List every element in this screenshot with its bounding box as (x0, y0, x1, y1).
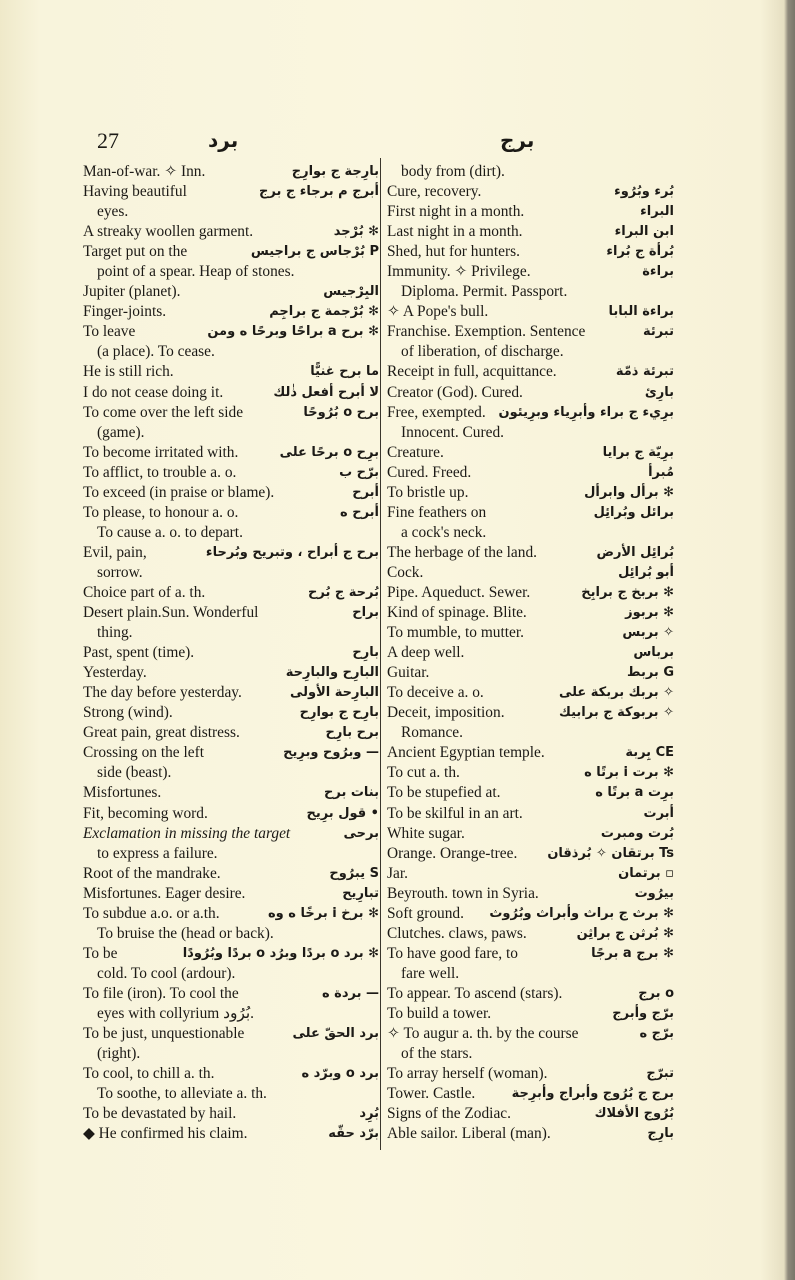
entry-arabic: بارِئ (644, 384, 674, 400)
entry-arabic: — وبرُوح وبرِيح (283, 745, 379, 761)
entry-arabic: برح o بُرُوحًا (303, 404, 379, 420)
dictionary-entry (387, 643, 674, 663)
entry-continuation: side (beast). (97, 764, 172, 782)
entry-english: Shed, hut for hunters. (387, 243, 520, 261)
dictionary-entry (387, 1104, 674, 1124)
entry-continuation: cold. To cool (ardour). (97, 964, 236, 982)
entry-english: Ancient Egyptian temple. (387, 744, 545, 762)
dictionary-entry (83, 723, 379, 743)
dictionary-entry (387, 463, 674, 483)
entry-continuation: (a place). To cease. (97, 343, 215, 361)
entry-english: Franchise. Exemption. Sentence (387, 323, 586, 341)
entry-arabic: بُرُوج الأفلاك (594, 1106, 674, 1122)
entry-english: Choice part of a. th. (83, 583, 206, 601)
entry-english: To array herself (woman). (387, 1065, 548, 1083)
entry-arabic: برباس (633, 645, 674, 661)
entry-arabic: البارِح والبارِحة (285, 665, 379, 681)
entry-english: To have good fare, to (387, 944, 518, 962)
entry-english: Past, spent (time). (83, 644, 195, 662)
entry-english: To bristle up. (387, 483, 469, 501)
entry-english: Pipe. Aqueduct. Sewer. (387, 583, 531, 601)
entry-english: Beyrouth. town in Syria. (387, 884, 539, 902)
entry-english: Cure, recovery. (387, 183, 482, 201)
entry-english: To be skilful in an art. (387, 804, 523, 822)
entry-arabic: ✻ برث ج براث وأبراث وبُرُوث (489, 905, 674, 921)
entry-english: To be (83, 944, 118, 962)
entry-arabic: أبرح ه (340, 504, 379, 520)
entry-arabic: ✻ برخ i برخًا ه وه (268, 905, 379, 921)
entry-arabic: ✻ برج a برجًا (591, 945, 674, 961)
entry-arabic: ✻ برح a براحًا وبرحًا ه ومن (207, 324, 379, 340)
entry-arabic: مُبرأ (648, 464, 674, 480)
dictionary-entry (387, 824, 674, 844)
entry-arabic: بارِج (647, 1126, 674, 1142)
dictionary-entry (387, 403, 674, 443)
entry-arabic: براءة البابا (608, 304, 674, 320)
entry-arabic: ✧ بربك بربكة على (558, 685, 674, 701)
entry-arabic: G بربط (627, 665, 674, 681)
dictionary-entry (83, 984, 379, 1024)
dictionary-entry (387, 944, 674, 984)
entry-continuation: sorrow. (97, 563, 143, 581)
entry-arabic: برج ج بُرُوج وأبراج وأبرِجة (511, 1086, 674, 1102)
dictionary-entry (83, 242, 379, 282)
dictionary-entry (83, 643, 379, 663)
dictionary-entry (387, 924, 674, 944)
entry-english: To be devastated by hail. (83, 1105, 237, 1123)
entry-english: To be just, unquestionable (83, 1025, 245, 1043)
entry-continuation: body from (dirt). (401, 163, 505, 180)
entry-english: Free, exempted. (387, 403, 486, 421)
entry-arabic: ✻ برت i برتًا ه (584, 765, 674, 781)
entry-arabic: البِرْجيس (323, 284, 379, 300)
dictionary-entry (83, 182, 379, 222)
entry-english: Jupiter (planet). (83, 283, 181, 301)
entry-arabic: برّد حقّه (328, 1126, 379, 1142)
entry-arabic: بُرائِل الأرض (596, 544, 674, 560)
dictionary-entry (83, 463, 379, 483)
entry-arabic: برّج وأبرج (612, 1005, 674, 1021)
entry-arabic: أبرت (643, 805, 674, 821)
entry-continuation: (right). (97, 1045, 141, 1063)
entry-continuation: Romance. (401, 724, 463, 742)
dictionary-entry (387, 623, 674, 643)
entry-arabic: S يبرُوح (329, 865, 379, 881)
dictionary-entry (387, 603, 674, 623)
dictionary-entry (387, 202, 674, 222)
entry-english: Finger-joints. (83, 303, 167, 321)
entry-english: Crossing on the left (83, 744, 204, 762)
entry-continuation: of the stars. (401, 1045, 473, 1063)
dictionary-entry (387, 904, 674, 924)
dictionary-entry (83, 222, 379, 242)
entry-arabic: ▫ برتمان (618, 865, 674, 881)
entry-arabic: البراء (640, 204, 674, 220)
entry-arabic: برِيّة ج برايا (602, 444, 674, 460)
entry-continuation: of liberation, of discharge. (401, 343, 564, 361)
dictionary-entry (83, 703, 379, 723)
dictionary-entry (387, 262, 674, 302)
dictionary-entry (387, 743, 674, 763)
entry-arabic: برد الحقّ على (292, 1026, 379, 1042)
dictionary-entry (387, 763, 674, 783)
entry-arabic: ✧ بربوكة ج برابيك (558, 705, 674, 721)
headword-right: برج (500, 128, 535, 152)
entry-arabic: ما برح غنيًّا (310, 364, 379, 380)
dictionary-entry (387, 242, 674, 262)
dictionary-entry (83, 1104, 379, 1124)
entry-english: Man-of-war. ✧ Inn. (83, 163, 206, 180)
entry-english: Tower. Castle. (387, 1085, 476, 1103)
entry-arabic: o برج (638, 985, 674, 1001)
dictionary-entry (387, 503, 674, 543)
entry-english: I do not cease doing it. (83, 383, 224, 401)
right-column (387, 162, 674, 1144)
dictionary-entry (387, 383, 674, 403)
dictionary-entry (387, 783, 674, 803)
dictionary-entry (83, 583, 379, 603)
entry-arabic: براح (352, 605, 379, 621)
entry-continuation: point of a spear. Heap of stones. (97, 263, 295, 281)
dictionary-entry (83, 683, 379, 703)
entry-english: Last night in a month. (387, 223, 523, 241)
entry-english: ◆ He confirmed his claim. (83, 1125, 248, 1143)
entry-english: White sugar. (387, 824, 465, 842)
entry-arabic: ✻ برأل وابرأل (584, 484, 674, 500)
dictionary-entry (387, 984, 674, 1004)
dictionary-entry (387, 663, 674, 683)
entry-english: ✧ A Pope's bull. (387, 303, 489, 321)
entry-english: Immunity. ✧ Privilege. (387, 263, 531, 281)
entry-arabic: برحى (343, 825, 379, 841)
entry-arabic: P بُرْجاس ج براجيس (250, 244, 379, 260)
entry-english: Creature. (387, 443, 444, 461)
entry-arabic: البارِحة الأولى (289, 685, 379, 701)
dictionary-entry (387, 362, 674, 382)
entry-arabic: براءة (642, 264, 674, 280)
entry-arabic: ✧ بربس (622, 625, 674, 641)
dictionary-entry (387, 703, 674, 743)
entry-arabic: • قول برِيح (306, 805, 379, 821)
entry-arabic: بُرِد (359, 1106, 379, 1122)
entry-arabic: أبرج م برجاء ج برج (259, 184, 379, 200)
entry-arabic: برد o وبرّد ه (301, 1066, 379, 1082)
entry-english: Misfortunes. (83, 784, 162, 802)
entry-english: Great pain, great distress. (83, 724, 240, 742)
entry-english: He is still rich. (83, 363, 174, 381)
entry-english: The herbage of the land. (387, 543, 537, 561)
dictionary-entry (387, 683, 674, 703)
entry-arabic: بُرء وبُرُوء (614, 184, 674, 200)
entry-arabic: برِت a برتًا ه (595, 785, 674, 801)
entry-english: First night in a month. (387, 203, 525, 221)
entry-arabic: بُرحة ج بُرح (308, 584, 379, 600)
dictionary-entry (387, 804, 674, 824)
entry-arabic: ✻ بربخ ج برابِخ (581, 584, 674, 600)
entry-continuation: eyes with collyrium بُرُود. (97, 1004, 255, 1022)
entry-arabic: ✻ بربوز (625, 605, 674, 621)
entry-english: To become irritated with. (83, 443, 239, 461)
entry-arabic: بُرأة ج بُراء (606, 244, 674, 260)
entry-english: To cool, to chill a. th. (83, 1065, 215, 1083)
dictionary-entry (83, 603, 379, 643)
entry-english: Orange. Orange-tree. (387, 844, 518, 862)
dictionary-entry (387, 844, 674, 864)
entry-arabic: ✻ بُرْجمة ج براجِم (269, 304, 379, 320)
entry-english: Evil, pain, (83, 543, 147, 561)
entry-arabic: ✻ بُرْجد (333, 224, 379, 240)
dictionary-entry (387, 864, 674, 884)
dictionary-entry (83, 483, 379, 503)
headword-left: برد (208, 128, 239, 152)
page-header (0, 128, 795, 158)
dictionary-entry (387, 1004, 674, 1024)
entry-english: Desert plain.Sun. Wonderful (83, 604, 259, 622)
entry-arabic: برّح ب (339, 464, 379, 480)
entry-continuation: (game). (97, 423, 145, 441)
entry-arabic: Ts برتقان ✧ بُرذقان (547, 845, 674, 861)
entry-english: To cut a. th. (387, 764, 460, 782)
dictionary-entry (387, 884, 674, 904)
entry-arabic: بُرت ومبرت (600, 825, 674, 841)
entry-english: To mumble, to mutter. (387, 624, 524, 642)
entry-english: Soft ground. (387, 904, 464, 922)
entry-arabic: ✻ برد o بردًا وبرُد o بردًا وبُرُودًا (182, 945, 379, 961)
dictionary-entry (387, 563, 674, 583)
dictionary-entry (387, 1124, 674, 1144)
entry-arabic: أبرح (352, 484, 379, 500)
entry-arabic: تبارِيح (342, 885, 379, 901)
entry-english: To please, to honour a. o. (83, 503, 239, 521)
entry-arabic: بارِجة ج بوارِج (291, 164, 379, 179)
dictionary-entry (83, 403, 379, 443)
entry-continuation: To bruise the (head or back). (97, 924, 274, 942)
entry-english: Creator (God). Cured. (387, 383, 523, 401)
entry-arabic: برِيء ج براء وأبرِياء وبرِيئون (498, 404, 674, 420)
entry-english: To come over the left side (83, 403, 244, 421)
entry-english: A streaky woollen garment. (83, 223, 254, 241)
entry-english: To appear. To ascend (stars). (387, 984, 563, 1002)
entry-arabic: لا أبرح أفعل ذٰلك (273, 384, 379, 400)
dictionary-entry (83, 503, 379, 543)
entry-arabic: بنات برح (324, 785, 379, 801)
dictionary-entry (83, 743, 379, 783)
entry-english: To exceed (in praise or blame). (83, 483, 275, 501)
entry-english: Cock. (387, 563, 424, 581)
dictionary-entry (83, 362, 379, 382)
dictionary-entry (83, 824, 379, 864)
entry-english: Clutches. claws, paws. (387, 924, 527, 942)
entry-arabic: برِح o برحًا على (279, 444, 379, 460)
entry-english: Target put on the (83, 243, 188, 261)
entry-arabic: ابن البراء (614, 224, 674, 240)
dictionary-entry (83, 783, 379, 803)
entry-arabic: بارِح ج بوارِح (299, 705, 379, 721)
dictionary-entry (83, 804, 379, 824)
entry-arabic: ✻ بُرثن ج براثِن (576, 925, 674, 941)
dictionary-entry (387, 182, 674, 202)
entry-continuation: To soothe, to alleviate a. th. (97, 1085, 267, 1103)
entry-english: Kind of spinage. Blite. (387, 604, 527, 622)
entry-english: To be stupefied at. (387, 784, 501, 802)
dictionary-entry (387, 1064, 674, 1084)
entry-english: Yesterday. (83, 664, 147, 682)
entry-english: Root of the mandrake. (83, 864, 221, 882)
entry-english: A deep well. (387, 644, 465, 662)
entry-english: To subdue a.o. or a.th. (83, 904, 220, 922)
dictionary-entry (83, 162, 379, 182)
dictionary-entry (83, 282, 379, 302)
dictionary-entry (83, 322, 379, 362)
entry-arabic: برح بارِح (325, 725, 379, 741)
dictionary-entry (387, 162, 674, 182)
entry-english: Cured. Freed. (387, 463, 472, 481)
entry-arabic: برائل وبُرائِل (593, 504, 674, 520)
dictionary-entry (387, 483, 674, 503)
entry-english: ✧ To augur a. th. by the course (387, 1025, 579, 1043)
dictionary-entry (83, 1064, 379, 1104)
entry-continuation: fare well. (401, 964, 460, 982)
entry-english: To leave (83, 323, 136, 341)
entry-english: Jar. (387, 864, 408, 882)
entry-continuation: Innocent. Cured. (401, 423, 504, 441)
entry-arabic: تبرّج (646, 1066, 674, 1082)
entry-english: Misfortunes. Eager desire. (83, 884, 246, 902)
dictionary-entry (387, 543, 674, 563)
entry-arabic: برّج ه (639, 1026, 674, 1042)
dictionary-entry (387, 443, 674, 463)
entry-arabic: برح ج أبراح ، وتبريح وبُرحاء (205, 544, 379, 560)
entry-continuation: a cock's neck. (401, 523, 487, 541)
entry-english: Fine feathers on (387, 503, 487, 521)
dictionary-entry (387, 583, 674, 603)
entry-english: To afflict, to trouble a. o. (83, 463, 237, 481)
entry-english: Guitar. (387, 664, 430, 682)
dictionary-entry (387, 302, 674, 322)
dictionary-entry (83, 1124, 379, 1144)
entry-english: Having beautiful (83, 183, 187, 201)
dictionary-entry (387, 222, 674, 242)
entry-english: Receipt in full, acquittance. (387, 363, 557, 381)
dictionary-entry (83, 1024, 379, 1064)
entry-arabic: تبرئة ذمّة (615, 364, 674, 380)
dictionary-entry (83, 884, 379, 904)
entry-arabic: CE بِربة (625, 745, 674, 761)
dictionary-entry (83, 944, 379, 984)
entry-continuation: to express a failure. (97, 844, 218, 862)
left-column (83, 162, 379, 1144)
dictionary-entry (83, 663, 379, 683)
dictionary-entry (387, 1024, 674, 1064)
dictionary-entry (83, 864, 379, 884)
dictionary-entry (83, 904, 379, 944)
dictionary-entry (83, 383, 379, 403)
dictionary-entry (83, 543, 379, 583)
column-divider (380, 158, 381, 1150)
entry-arabic: تبرئة (642, 324, 674, 340)
entry-arabic: بارِح (352, 645, 379, 661)
entry-english: Exclamation in missing the target (83, 824, 291, 842)
entry-continuation: Diploma. Permit. Passport. (401, 283, 568, 301)
entry-arabic: أبو بُرائِل (618, 564, 674, 580)
entry-arabic: بيرُوت (634, 885, 674, 901)
entry-english: To build a tower. (387, 1004, 492, 1022)
entry-arabic: — بردة ه (321, 985, 379, 1001)
dictionary-entry (387, 322, 674, 362)
entry-continuation: To cause a. o. to depart. (97, 523, 243, 541)
page-number: 27 (97, 128, 119, 153)
entry-english: Signs of the Zodiac. (387, 1105, 511, 1123)
entry-english: Able sailor. Liberal (man). (387, 1125, 551, 1143)
entry-english: To deceive a. o. (387, 684, 484, 702)
entry-english: The day before yesterday. (83, 684, 242, 702)
entry-english: Deceit, imposition. (387, 704, 505, 722)
entry-english: Fit, becoming word. (83, 804, 208, 822)
dictionary-entry (387, 1084, 674, 1104)
entry-english: Strong (wind). (83, 704, 173, 722)
entry-continuation: thing. (97, 624, 133, 642)
dictionary-entry (83, 302, 379, 322)
entry-english: To file (iron). To cool the (83, 984, 239, 1002)
dictionary-entry (83, 443, 379, 463)
entry-continuation: eyes. (97, 203, 129, 221)
